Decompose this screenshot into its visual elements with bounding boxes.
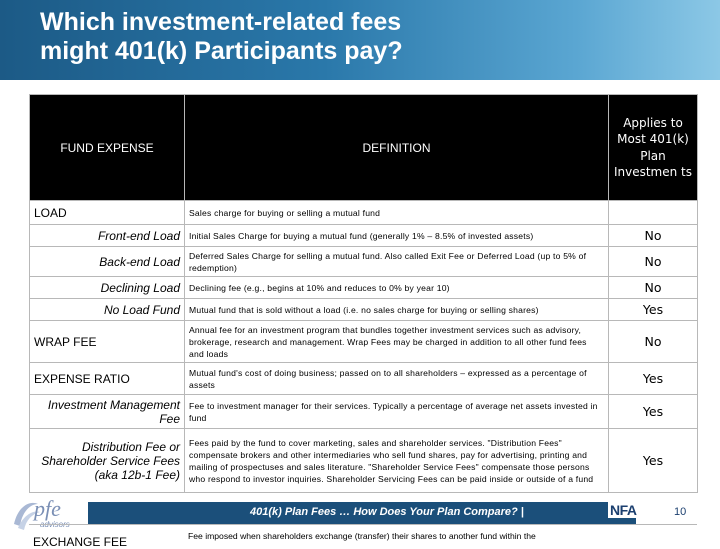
footer-text: 401(k) Plan Fees … How Does Your Plan Compare? | <box>250 506 524 518</box>
table-row <box>30 225 698 247</box>
title-band <box>0 0 720 80</box>
row-definition: Sales charge for buying or selling a mutual fund <box>185 201 609 225</box>
table-row <box>30 247 698 277</box>
row-name: Declining Load <box>30 277 185 299</box>
row-applies: Yes <box>609 395 698 429</box>
row-applies: No <box>609 247 698 277</box>
table-body <box>30 201 698 493</box>
logo-subtext: advisors <box>40 520 70 529</box>
slide-title: Which investment-related fees might 401(k) Participants pay? <box>40 8 403 65</box>
table-row <box>30 277 698 299</box>
row-name: WRAP FEE <box>30 321 185 363</box>
row-applies: No <box>609 277 698 299</box>
table-header-row <box>30 95 698 201</box>
table-row-cutoff <box>29 524 697 549</box>
row-definition: Mutual fund that is sold without a load (i.e. no sales charge for buying or selling shares) <box>185 299 609 321</box>
row-definition: Deferred Sales Charge for selling a mutual fund. Also called Exit Fee or Deferred Load (up to 5% of redemption) <box>185 247 609 277</box>
row-definition: Declining fee (e.g., begins at 10% and reduces to 0% by year 10) <box>185 277 609 299</box>
header-definition: DEFINITION <box>185 95 609 201</box>
row-definition: Fee imposed when shareholders exchange (transfer) their shares to another fund within the <box>188 531 536 541</box>
row-name: LOAD <box>30 201 185 225</box>
row-name: EXCHANGE FEE <box>33 535 128 549</box>
row-applies: Yes <box>609 363 698 395</box>
row-name: Back-end Load <box>30 247 185 277</box>
logo-text: pfe <box>34 496 61 521</box>
row-name: EXPENSE RATIO <box>30 363 185 395</box>
row-definition: Fee to investment manager for their services. Typically a percentage of average net assets invested in fund <box>185 395 609 429</box>
row-applies: No <box>609 225 698 247</box>
row-definition: Annual fee for an investment program that bundles together investment services such as advisory, brokerage, research and management. Wrap Fees may be charged in addition to all other fund fees and loads <box>185 321 609 363</box>
row-name: Front-end Load <box>30 225 185 247</box>
table-row <box>30 299 698 321</box>
table-row <box>30 395 698 429</box>
row-applies: Yes <box>609 429 698 493</box>
fees-table <box>29 94 698 493</box>
row-applies: No <box>609 321 698 363</box>
fees-table-wrapper <box>29 94 697 493</box>
row-definition: Fees paid by the fund to cover marketing, sales and shareholder services. "Distribution Fees" compensate brokers and other intermediaries who sell fund shares, pay for advertising, printing and mailing of prospectuses and sales literature. "Shareholder Service Fees" compensate those persons who respond to investor inquiries. Shareholder Servicing Fees can be paid inside or outside of a fund <box>185 429 609 493</box>
row-applies <box>609 201 698 225</box>
row-name: Distribution Fee or Shareholder Service Fees (aka 12b-1 Fee) <box>30 429 185 493</box>
nfa-logo: NFA <box>610 502 637 518</box>
table-row <box>30 429 698 493</box>
table-row <box>30 321 698 363</box>
row-definition: Mutual fund's cost of doing business; passed on to all shareholders – expressed as a percentage of assets <box>185 363 609 395</box>
header-applies: Applies to Most 401(k) Plan Investmen ts <box>609 95 698 201</box>
table-row <box>30 363 698 395</box>
row-name: No Load Fund <box>30 299 185 321</box>
header-fund-expense: FUND EXPENSE <box>30 95 185 201</box>
table-row <box>30 201 698 225</box>
row-definition: Initial Sales Charge for buying a mutual fund (generally 1% – 8.5% of invested assets) <box>185 225 609 247</box>
row-applies: Yes <box>609 299 698 321</box>
row-name: Investment Management Fee <box>30 395 185 429</box>
page-number: 10 <box>674 506 687 518</box>
